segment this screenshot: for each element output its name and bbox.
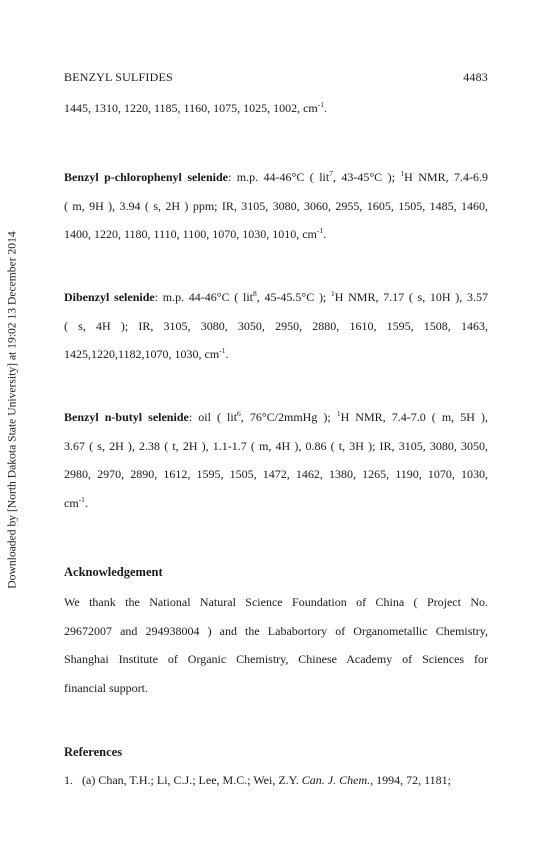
acknowledgement-body xyxy=(64,588,488,702)
references-heading: References xyxy=(64,745,123,759)
text-line: Benzyl n-butyl selenide: oil ( lit$^6$, 76°C/2mmHg ); $^1$H NMR, 7.4-7.0 ( m, 5H ), xyxy=(64,409,488,424)
text-line: We thank the National Natural Science Foundation of China ( Project No. xyxy=(64,595,488,609)
text-line: $cm^{-1}$. xyxy=(64,494,88,510)
text-line: 1400, 1220, 1180, 1110, 1100, 1070, 1030, 1010, $cm^{-1}$. xyxy=(64,226,327,241)
compound-name: Benzyl n-butyl selenide xyxy=(64,410,189,424)
compound-benzyl-n-butyl-selenide xyxy=(64,403,488,517)
text-line: ( s, 4H ); IR, 3105, 3080, 3050, 2950, 2880, 1610, 1595, 1508, 1463, xyxy=(64,318,488,333)
text-line: 1445, 1310, 1220, 1185, 1160, 1075, 1025, 1002, $cm^{-1}$. xyxy=(64,100,328,115)
compound-name: Dibenzyl selenide xyxy=(64,290,155,304)
running-title: BENZYL SULFIDES xyxy=(64,70,173,84)
reference-1 xyxy=(64,766,488,795)
compound-benzyl-p-chlorophenyl-selenide xyxy=(64,163,488,249)
text-line: financial support. xyxy=(64,680,148,695)
page-number: 4483 xyxy=(463,70,488,84)
download-notice: Downloaded by [North Dakota State University] at 19:02 13 December 2014 xyxy=(5,231,19,589)
reference-number: 1. xyxy=(64,773,73,787)
text-line: Benzyl p-chlorophenyl selenide: m.p. 44-46°C ( lit$^7$, 43-45°C ); $^1$H NMR, 7.4-6.9 xyxy=(64,169,489,184)
journal-name: Can. J. Chem. xyxy=(301,773,371,787)
ir-data-continued xyxy=(64,94,488,123)
running-header xyxy=(64,70,488,85)
compound-name: Benzyl p-chlorophenyl selenide xyxy=(64,170,228,184)
text-line: Shanghai Institute of Organic Chemistry, Chinese Academy of Sciences for xyxy=(64,652,488,666)
text-line: 1425,1220,1182,1070, 1030, $cm^{-1}$. xyxy=(64,346,229,361)
download-watermark xyxy=(4,150,20,670)
text-line: 2980, 2970, 2890, 1612, 1595, 1505, 1472, 1462, 1380, 1265, 1190, 1070, 1030, xyxy=(64,467,488,481)
acknowledgement-heading: Acknowledgement xyxy=(64,565,163,579)
text-line: Dibenzyl selenide: m.p. 44-46°C ( lit$^8$, 45-45.5°C ); $^1$H NMR, 7.17 ( s, 10H ), 3.57 xyxy=(64,289,488,304)
text-line: 29672007 and 294938004 ) and the Lababortory of Organometallic Chemistry, xyxy=(64,623,488,638)
text-line: 3.67 ( s, 2H ), 2.38 ( t, 2H ), 1.1-1.7 ( m, 4H ), 0.86 ( t, 3H ); IR, 3105, 3080, 3050, xyxy=(64,438,488,453)
compound-dibenzyl-selenide xyxy=(64,283,488,369)
reference-entry: 1. (a) Chan, T.H.; Li, C.J.; Lee, M.C.; Wei, Z.Y. Can. J. Chem., 1994, 72, 1181; xyxy=(64,773,452,787)
text-line: ( m, 9H ), 3.94 ( s, 2H ) ppm; IR, 3105, 3080, 3060, 2955, 1605, 1505, 1485, 1460, xyxy=(64,198,488,213)
